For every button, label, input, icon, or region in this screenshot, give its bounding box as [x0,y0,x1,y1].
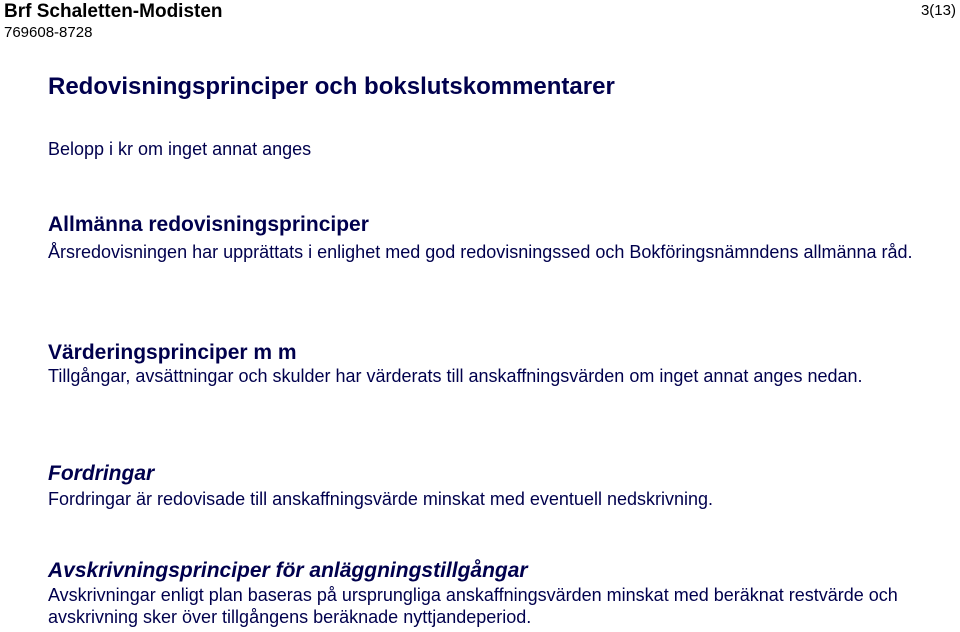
section-body-valuation-principles: Tillgångar, avsättningar och skulder har värderats till anskaffningsvärden om inget annat anges nedan. [48,366,863,386]
org-number: 769608-8728 [4,24,93,41]
section-heading-valuation-principles: Värderingsprinciper m m [48,341,297,364]
section-heading-general-principles: Allmänna redovisningsprinciper [48,213,369,236]
section-body-general-principles: Årsredovisningen har upprättats i enlighet med god redovisningssed och Bokföringsnämndens allmänna råd. [48,242,913,262]
page-number: 3(13) [920,2,956,19]
section-heading-receivables: Fordringar [48,462,155,485]
amount-note: Belopp i kr om inget annat anges [48,139,312,159]
section-body-receivables: Fordringar är redovisade till anskaffningsvärde minskat med eventuell nedskrivning. [48,489,714,509]
section-heading-depreciation-principles: Avskrivningsprinciper för anläggningstillgångar [48,559,528,582]
company-name: Brf Schaletten-Modisten [4,1,223,22]
section-body-depreciation-principles: Avskrivningar enligt plan baseras på ursprungliga anskaffningsvärden minskat med beräknat restvärde och avskrivning sker över tillgångens beräknade nyttjandeperiod. [48,585,898,627]
document-title: Redovisningsprinciper och bokslutskommentarer [48,73,615,100]
